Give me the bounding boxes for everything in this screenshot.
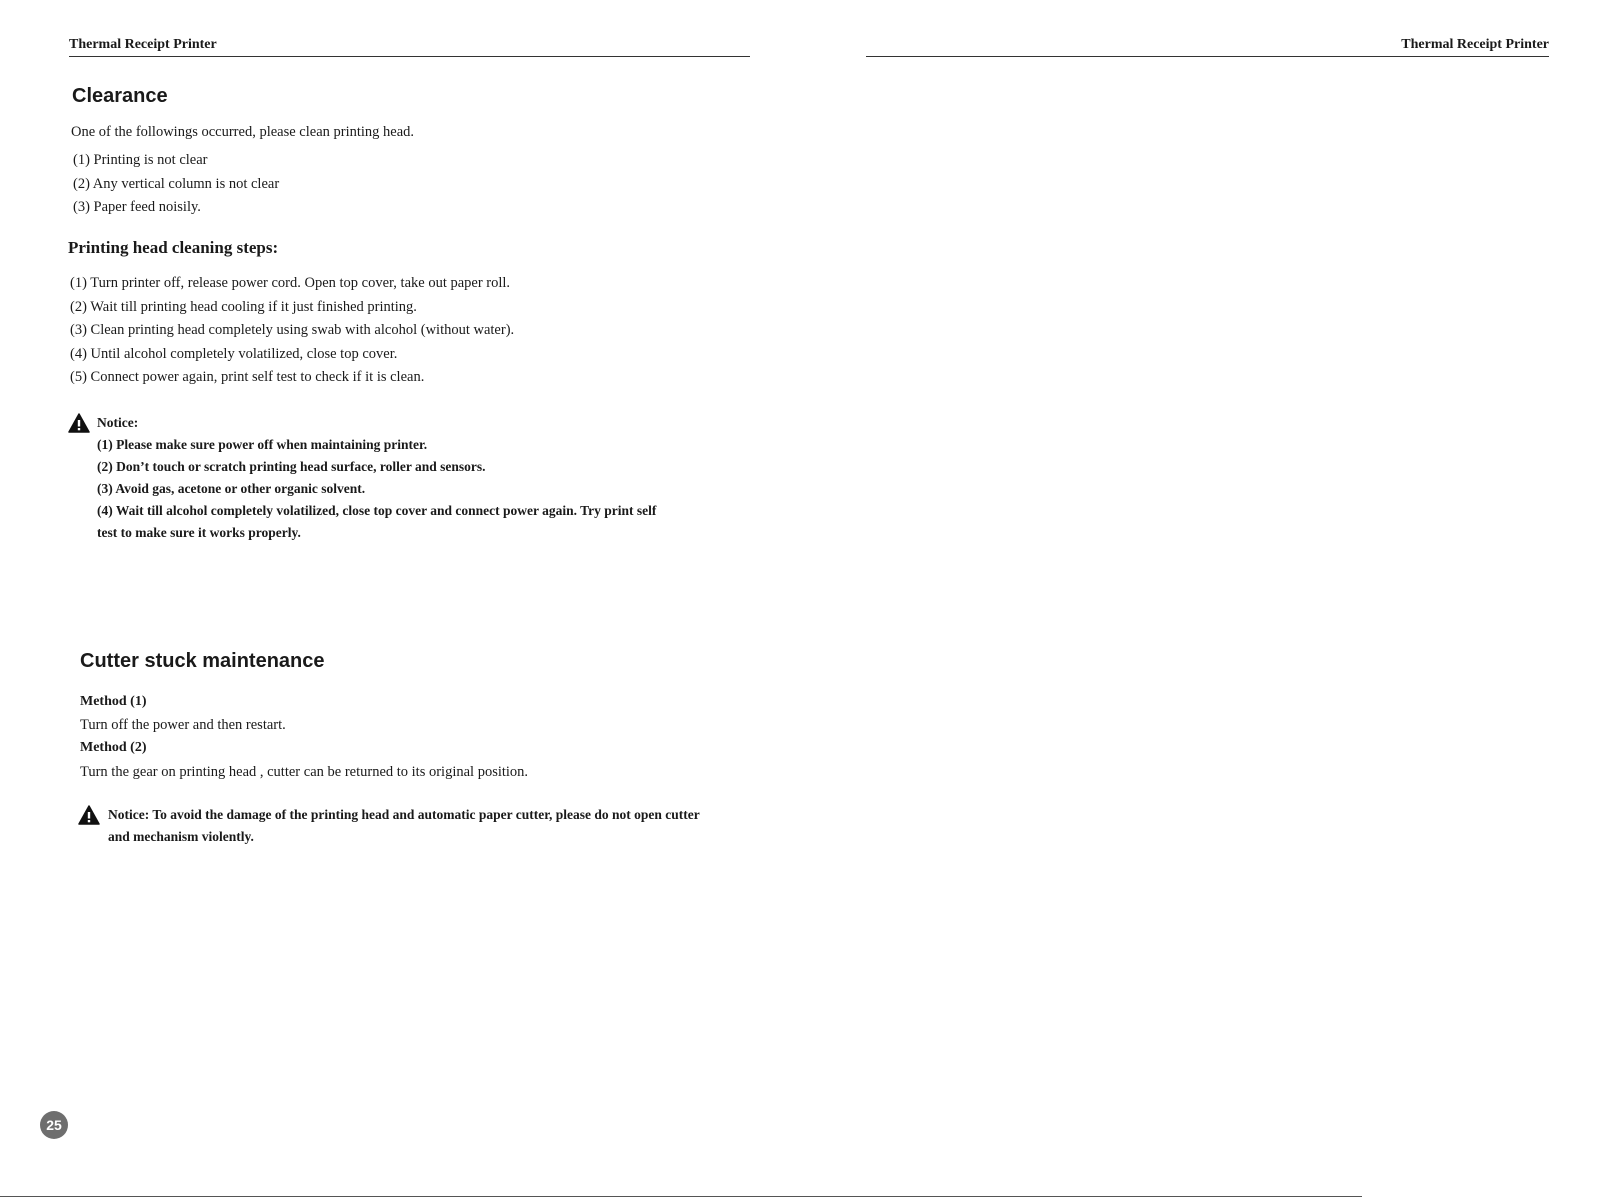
list-item: (1) Please make sure power off when maintaining printer. <box>97 437 428 452</box>
list-item: (1) Turn printer off, release power cord. Open top cover, take out paper roll. <box>70 275 511 291</box>
notice2-line2: and mechanism violently. <box>108 829 254 844</box>
method2-text: Turn the gear on printing head , cutter can be returned to its original position. <box>80 764 529 780</box>
page-number-badge: 25 <box>40 1111 68 1139</box>
right-page-header <box>866 36 1549 57</box>
notice-label: Notice: <box>97 415 139 430</box>
list-item: (3) Clean printing head completely using swab with alcohol (without water). <box>70 322 515 338</box>
method1-text: Turn off the power and then restart. <box>80 717 286 733</box>
list-item: (4) Until alcohol completely volatilized, close top cover. <box>70 345 398 362</box>
left-header-title: Thermal Receipt Printer <box>69 37 217 52</box>
list-item: (5) Connect power again, print self test to check if it is clean. <box>70 369 425 385</box>
cleaning-steps-list <box>70 274 514 392</box>
left-page-header <box>69 36 750 57</box>
method2-label: Method (2) <box>80 740 147 755</box>
list-item: (2) Wait till printing head cooling if it just finished printing. <box>70 298 417 315</box>
list-item: (3) Paper feed noisily. <box>73 199 201 215</box>
warning-icon <box>78 805 100 825</box>
cutter-heading: Cutter stuck maintenance <box>80 650 325 672</box>
cleaning-steps-heading: Printing head cleaning steps: <box>68 238 279 257</box>
notice-list <box>97 436 656 546</box>
list-item: (4) Wait till alcohol completely volatilized, close top cover and connect power again. Try print self <box>97 503 657 518</box>
list-item: (2) Don’t touch or scratch printing head surface, roller and sensors. <box>97 459 486 474</box>
list-item: test to make sure it works properly. <box>97 525 301 540</box>
clearance-list <box>73 151 279 222</box>
warning-icon <box>68 413 90 433</box>
clearance-intro: One of the followings occurred, please clean printing head. <box>71 124 415 140</box>
clearance-heading: Clearance <box>72 85 168 107</box>
notice2-line1: Notice: To avoid the damage of the printing head and automatic paper cutter, please do not open cutter <box>108 807 700 822</box>
method1-label: Method (1) <box>80 694 147 709</box>
list-item: (2) Any vertical column is not clear <box>73 175 280 192</box>
list-item: (1) Printing is not clear <box>73 152 208 168</box>
list-item: (3) Avoid gas, acetone or other organic solvent. <box>97 481 366 496</box>
right-header-title: Thermal Receipt Printer <box>1401 37 1549 52</box>
